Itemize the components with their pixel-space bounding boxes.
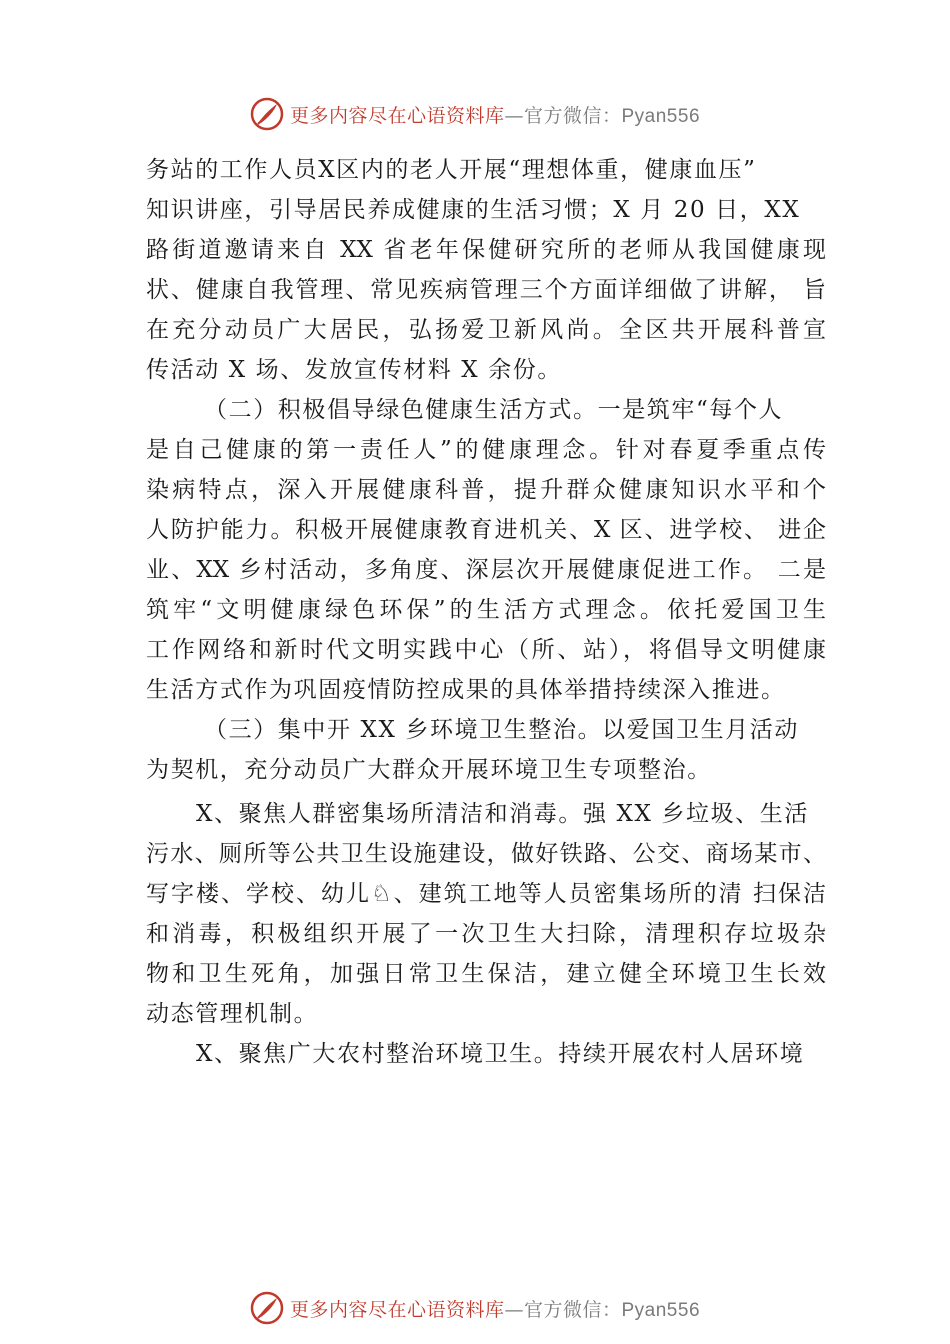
quill-logo-icon: [250, 1291, 284, 1325]
section-heading-3: （三）集中开 XX 乡环境卫生整治。以爱国卫生月活动: [204, 717, 799, 743]
text-line: 筑牢“文明健康绿色环保”的生活方式理念。依托爱国卫生: [146, 597, 826, 623]
text-line: 是自己健康的第一责任人”的健康理念。针对春夏季重点传: [146, 437, 826, 463]
text-line: 在充分动员广大居民，弘扬爱卫新风尚。全区共开展科普宣: [146, 317, 826, 343]
text-line: 知识讲座，引导居民养成健康的生活习惯；X 月 20 日，XX: [146, 197, 801, 223]
text-line: 务站的工作人员X区内的老人开展“理想体重，健康血压”: [146, 157, 757, 183]
text-line: 物和卫生死角，加强日常卫生保洁，建立健全环境卫生长效: [146, 961, 826, 987]
item-heading-2: X、聚焦广大农村整治环境卫生。持续开展农村人居环境: [196, 1041, 805, 1067]
text-line: 为契机，充分动员广大群众开展环境卫生专项整治。: [146, 757, 712, 783]
section-heading-2: （二）积极倡导绿色健康生活方式。一是筑牢“每个人: [204, 397, 784, 423]
text-line: 传活动 X 场、发放宣传材料 X 余份。: [146, 357, 562, 383]
banner-wechat-label: —官方微信：: [504, 1298, 622, 1321]
banner-text: [290, 1295, 700, 1322]
text-line: 状、健康自我管理、常见疾病管理三个方面详细做了讲解， 旨: [146, 277, 826, 303]
text-line: 路街道邀请来自 XX 省老年保健研究所的老师从我国健康现: [146, 237, 826, 263]
item-heading-1: X、聚焦人群密集场所清洁和消毒。强 XX 乡垃圾、生活: [196, 801, 809, 827]
text-line: 写字楼、学校、幼儿♘、建筑工地等人员密集场所的清 扫保洁: [146, 881, 826, 907]
header-banner: [0, 94, 950, 134]
text-line: 和消毒，积极组织开展了一次卫生大扫除，清理积存垃圾杂: [146, 921, 826, 947]
banner-wechat-id: Pyan556: [621, 105, 701, 127]
text-line: 人防护能力。积极开展健康教育进机关、X 区、进学校、 进企: [146, 517, 826, 543]
banner-wechat-label: —官方微信：: [504, 104, 622, 127]
text-line: 污水、厕所等公共卫生设施建设，做好铁路、公交、商场某市、: [146, 841, 826, 867]
text-line: 工作网络和新时代文明实践中心（所、站），将倡导文明健康: [146, 637, 826, 663]
text-line: 生活方式作为巩固疫情防控成果的具体举措持续深入推进。: [146, 677, 786, 703]
banner-text: [290, 101, 700, 128]
document-body: [146, 150, 826, 1074]
text-line: 染病特点，深入开展健康科普，提升群众健康知识水平和个: [146, 477, 826, 503]
banner-site-name: 更多内容尽在心语资料库: [289, 1298, 505, 1321]
text-line: 动态管理机制。: [146, 1001, 319, 1027]
banner-site-name: 更多内容尽在心语资料库: [289, 104, 505, 127]
banner-wechat-id: Pyan556: [621, 1299, 701, 1321]
footer-banner: [0, 1288, 950, 1328]
text-line: 业、XX 乡村活动，多角度、深层次开展健康促进工作。 二是: [146, 557, 826, 583]
quill-logo-icon: [250, 97, 284, 131]
